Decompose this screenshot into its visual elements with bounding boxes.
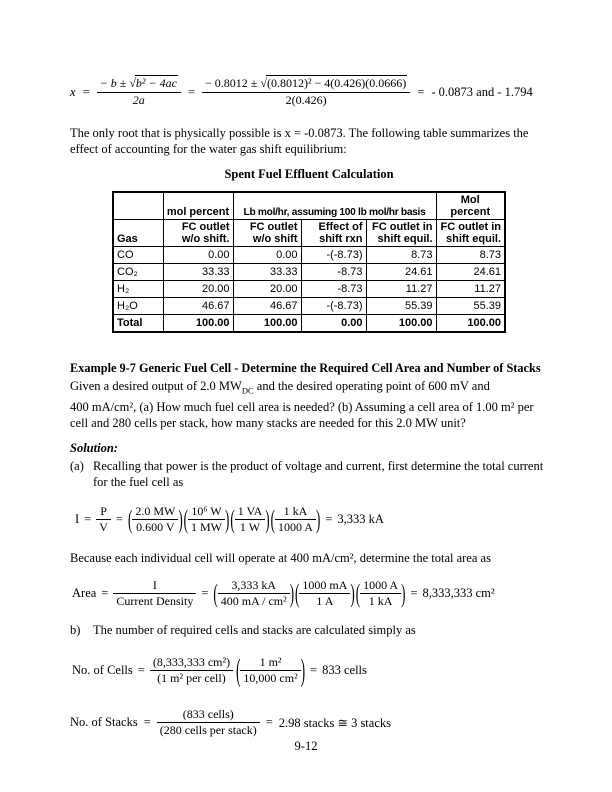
step-body: The number of required cells and stacks are calculated simply as bbox=[93, 622, 416, 637]
equation-result: 2.98 stacks ≅ 3 stacks bbox=[278, 715, 391, 730]
value-cell: 55.39 bbox=[436, 298, 505, 315]
equals-sign: = bbox=[115, 512, 123, 526]
value-cell: 33.33 bbox=[233, 264, 301, 281]
conversion-factor: ( $\frac{1 VA}{1 W}$ ) bbox=[230, 503, 270, 534]
equals-sign: = bbox=[143, 715, 151, 729]
numerator: − 0.8012 ± √(0.8012)² − 4(0.426)(0.0666) bbox=[205, 76, 407, 91]
step-marker: b) bbox=[70, 622, 81, 637]
big-paren-open: ( bbox=[295, 577, 300, 608]
value-cell: 100.00 bbox=[233, 315, 301, 333]
big-paren-open: ( bbox=[183, 503, 188, 534]
equals-sign: = bbox=[410, 586, 418, 600]
big-paren-close: ) bbox=[300, 651, 306, 688]
fraction-cells: $\frac{\text{(8,333,333 cm²)}}{\text{(1 m² per cell)}}$ bbox=[150, 656, 233, 686]
header-cell: FC outlet w/o shift. bbox=[163, 220, 233, 247]
header-cell: FC outlet w/o shift bbox=[233, 220, 301, 247]
fraction-symbolic bbox=[97, 77, 181, 107]
header-cell-gas: Gas bbox=[113, 220, 163, 247]
header-cell: mol percent bbox=[163, 192, 233, 220]
sqrt-icon: √ bbox=[129, 76, 136, 91]
value-cell: 55.39 bbox=[366, 298, 436, 315]
equals-sign: = bbox=[82, 84, 90, 99]
big-paren-open: ( bbox=[355, 577, 361, 608]
value-cell: 100.00 bbox=[436, 315, 505, 333]
denominator: 2(0.426) bbox=[202, 92, 410, 107]
fraction-pv: $\frac{P}{V}$ bbox=[96, 505, 111, 535]
value-cell: -8.73 bbox=[301, 264, 366, 281]
cells-equation bbox=[72, 647, 548, 695]
step-body: Recalling that power is the product of voltage and current, first determine the total current for the fuel cell as bbox=[93, 458, 544, 489]
equals-sign: = bbox=[310, 663, 318, 677]
solution-label: Solution: bbox=[70, 440, 118, 455]
equation-result: 3,333 kA bbox=[337, 512, 384, 526]
equals-sign: = bbox=[187, 84, 195, 99]
paragraph-line: Given a desired output of 2.0 $MW_{DC}$ and the desired operating point of 600 mV and bbox=[70, 379, 490, 396]
gas-cell: H₂O bbox=[113, 298, 163, 315]
sqrt-icon: √ bbox=[260, 76, 267, 91]
table-header-row-1 bbox=[113, 192, 505, 220]
current-equation bbox=[75, 501, 548, 539]
header-cell: FC outlet in shift equil. bbox=[366, 220, 436, 247]
value-cell: 100.00 bbox=[366, 315, 436, 333]
value-cell: 8.73 bbox=[366, 247, 436, 264]
radicand: b² − 4ac bbox=[135, 76, 177, 91]
value-cell: 33.33 bbox=[163, 264, 233, 281]
value-cell: 100.00 bbox=[163, 315, 233, 333]
subscript-dc: DC bbox=[241, 385, 254, 396]
paragraph-line: The only root that is physically possible is x = -0.0873. The following table summarizes the bbox=[70, 126, 529, 140]
fraction-stacks: $\frac{\text{(833 cells)}}{\text{(280 cells per stack)}}$ bbox=[157, 708, 260, 738]
value-cell: 11.27 bbox=[436, 281, 505, 298]
equation-result: - 0.0873 and - 1.794 bbox=[431, 84, 533, 99]
header-cell: FC outlet in shift equil. bbox=[436, 220, 505, 247]
table-row bbox=[113, 247, 505, 264]
big-paren-open: ( bbox=[230, 503, 235, 534]
value-cell: 20.00 bbox=[233, 281, 301, 298]
step-b bbox=[70, 622, 548, 638]
value-cell: 0.00 bbox=[301, 315, 366, 333]
big-paren-close: ) bbox=[265, 503, 270, 534]
value-cell: -(-8.73) bbox=[301, 298, 366, 315]
value-cell: 8.73 bbox=[436, 247, 505, 264]
equals-sign: = bbox=[201, 586, 209, 600]
equation-variable: x bbox=[70, 84, 76, 99]
conversion-factor: ( $\frac{\text{1 m²}}{\text{10,000 cm²}}$ ) bbox=[236, 656, 305, 686]
value-cell: 0.00 bbox=[233, 247, 301, 264]
header-cell: Mol percent bbox=[436, 192, 505, 220]
step-marker: (a) bbox=[70, 458, 84, 473]
value-cell: 24.61 bbox=[366, 264, 436, 281]
value-cell: 24.61 bbox=[436, 264, 505, 281]
equation-result: 8,333,333 cm² bbox=[422, 586, 495, 600]
table-header-row-2 bbox=[113, 220, 505, 247]
numerator: − b ± √b² − 4ac bbox=[99, 76, 177, 91]
value-cell: -8.73 bbox=[301, 281, 366, 298]
big-paren-close: ) bbox=[225, 503, 230, 534]
gas-cell: CO₂ bbox=[113, 264, 163, 281]
equals-sign: = bbox=[84, 512, 92, 526]
table-row bbox=[113, 298, 505, 315]
gas-cell: H₂ bbox=[113, 281, 163, 298]
conversion-factor: ( $\frac{1000 mA}{1 A}$ ) bbox=[295, 577, 355, 608]
equation-lhs: I bbox=[75, 512, 80, 526]
equation-lhs: Area bbox=[72, 586, 97, 600]
big-paren-close: ) bbox=[401, 577, 406, 608]
value-cell: 11.27 bbox=[366, 281, 436, 298]
equals-sign: = bbox=[137, 663, 145, 677]
spent-fuel-table bbox=[112, 191, 506, 333]
fraction-numeric bbox=[202, 77, 410, 107]
equation-result: 833 cells bbox=[322, 663, 367, 677]
paragraph-because: Because each individual cell will operate at 400 mA/cm², determine the total area as bbox=[70, 550, 491, 565]
big-paren-open: ( bbox=[213, 577, 218, 608]
table-row bbox=[113, 264, 505, 281]
equals-sign: = bbox=[325, 512, 333, 526]
value-cell: 46.67 bbox=[233, 298, 301, 315]
step-a bbox=[70, 458, 548, 490]
header-cell-merged: Lb mol/hr, assuming 100 lb mol/hr basis bbox=[233, 192, 436, 220]
corner-cell bbox=[113, 192, 163, 220]
gas-cell: Total bbox=[113, 315, 163, 333]
example-heading: Example 9-7 Generic Fuel Cell - Determine the Required Cell Area and Number of Stacks bbox=[70, 361, 541, 375]
conversion-factor: ( $\frac{1 kA}{1000 A}$ ) bbox=[270, 503, 321, 534]
quadratic-equation bbox=[70, 72, 548, 112]
big-paren-close: ) bbox=[315, 503, 321, 534]
conversion-factor: ( $\frac{2.0 MW}{0.600 V}$ ) bbox=[127, 503, 183, 534]
header-cell: Effect of shift rxn bbox=[301, 220, 366, 247]
radicand: (0.8012)² − 4(0.426)(0.0666) bbox=[266, 76, 407, 91]
big-paren-open: ( bbox=[127, 503, 133, 534]
denominator: 2a bbox=[97, 92, 181, 107]
equals-sign: = bbox=[265, 715, 273, 729]
equals-sign: = bbox=[101, 586, 109, 600]
paragraph-line: effect of accounting for the water gas shift equilibrium: bbox=[70, 142, 347, 156]
big-paren-close: ) bbox=[289, 577, 295, 608]
paragraph-line: 400 mA/cm², (a) How much fuel cell area is needed? (b) Assuming a cell area of 1.00 m² per bbox=[70, 399, 534, 414]
gas-cell: CO bbox=[113, 247, 163, 264]
paragraph-line: cell and 280 cells per stack, how many stacks are needed for this 2.0 MW unit? bbox=[70, 415, 466, 430]
conversion-factor: ( $\frac{1000 A}{1 kA}$ ) bbox=[355, 577, 406, 608]
conversion-factor: ( $\frac{3,333 kA}{\text{400 mA / cm²}}$ ) bbox=[213, 577, 295, 608]
value-cell: 46.67 bbox=[163, 298, 233, 315]
equation-lhs: No. of Cells bbox=[72, 663, 133, 677]
big-paren-close: ) bbox=[178, 503, 183, 534]
stacks-equation bbox=[70, 703, 548, 743]
equals-sign: = bbox=[417, 84, 425, 99]
value-cell: -(-8.73) bbox=[301, 247, 366, 264]
paragraph-root bbox=[70, 125, 548, 157]
big-paren-open: ( bbox=[270, 503, 275, 534]
value-cell: 0.00 bbox=[163, 247, 233, 264]
equation-lhs: No. of Stacks bbox=[70, 715, 138, 729]
area-equation bbox=[72, 576, 548, 612]
big-paren-open: ( bbox=[236, 651, 241, 688]
page-number: 9-12 bbox=[294, 739, 318, 753]
big-paren-close: ) bbox=[350, 577, 355, 608]
table-row-total bbox=[113, 315, 505, 333]
conversion-factor: ( $\frac{\text{10⁶ W}}{1 MW}$ ) bbox=[183, 503, 230, 534]
table-title: Spent Fuel Effluent Calculation bbox=[224, 167, 394, 181]
table-row bbox=[113, 281, 505, 298]
value-cell: 20.00 bbox=[163, 281, 233, 298]
example-given-paragraph bbox=[70, 378, 548, 431]
fraction-current-density: $\frac{I}{\text{Current Density}}$ bbox=[113, 579, 196, 609]
